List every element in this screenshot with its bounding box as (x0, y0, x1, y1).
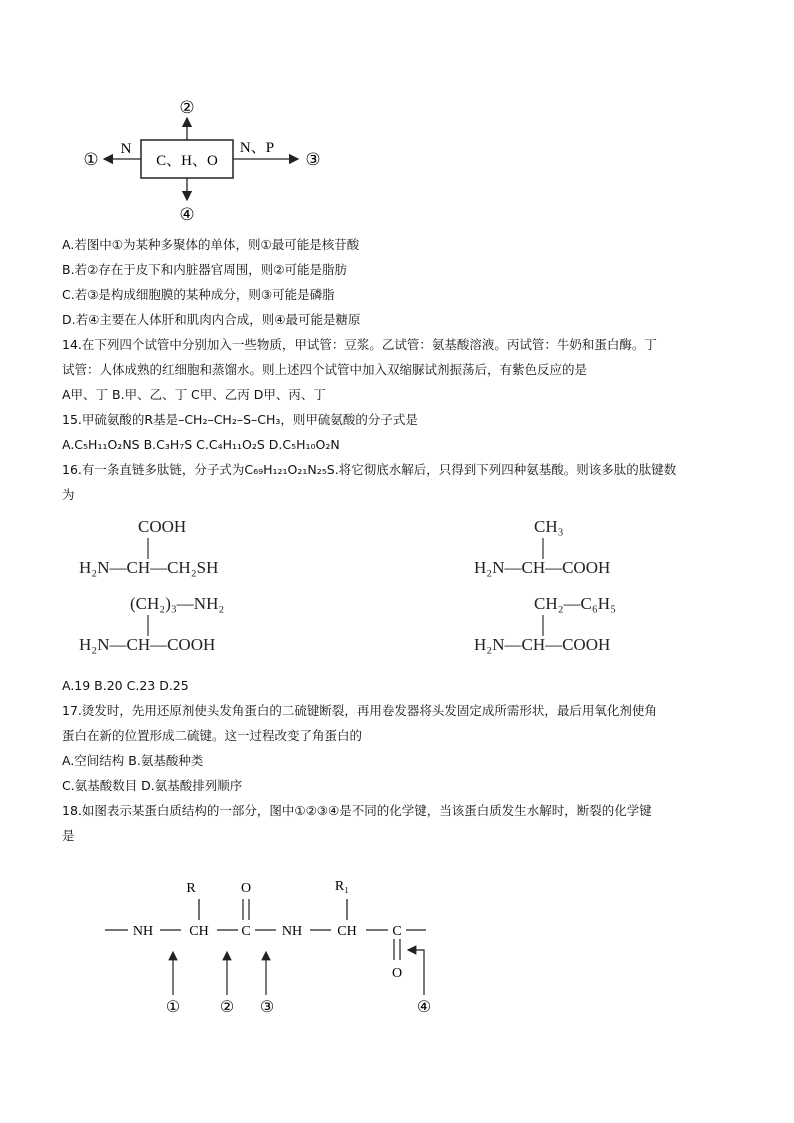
ch-2: CH (337, 924, 357, 939)
label-2: ② (179, 98, 195, 117)
q18-stem-line1: 18.如图表示某蛋白质结构的一部分，图中①②③④是不同的化学键，当该蛋白质发生水解时，断裂的化学键 (62, 803, 652, 818)
q17-options-cd: C.氨基酸数目 D.氨基酸排列顺序 (62, 778, 243, 793)
q16-stem-line2: 为 (62, 487, 75, 502)
oxygen-2: O (391, 966, 403, 981)
bond-label-1: ① (165, 999, 181, 1016)
aa1-main-chain: H₂N—CH—CH₂SH (79, 558, 219, 577)
aa3-main-chain: H₂N—CH—COOH (79, 635, 216, 654)
q13-option-c: C.若③是构成细胞膜的某种成分，则③可能是磷脂 (62, 287, 335, 302)
q13-option-b: B.若②存在于皮下和内脏器官周围，则②可能是脂肪 (62, 262, 347, 277)
nh-2: NH (281, 924, 303, 939)
q18-stem-line2: 是 (62, 828, 75, 843)
bond-label-2: ② (219, 999, 235, 1016)
aa3-top-group: (CH₂)₃—NH₂ (130, 594, 225, 613)
aa1-top-group: COOH (138, 517, 187, 536)
q14-stem-line2: 试管：人体成熟的红细胞和蒸馏水。则上述四个试管中加入双缩脲试剂振荡后，有紫色反应的是 (62, 362, 588, 377)
q14-stem-line1: 14.在下列四个试管中分别加入一些物质，甲试管：豆浆。乙试管：氨基酸溶液。丙试管：牛奶和蛋白酶。丁 (62, 337, 657, 352)
q16-stem-line1: 16.有一条直链多肽链，分子式为C₆₉H₁₂₁O₂₁N₂₅S.将它彻底水解后，只得到下列四种氨基酸。则该多肽的肽键数 (62, 462, 677, 477)
aa4-main-chain: H₂N—CH—COOH (474, 635, 611, 654)
label-3: ③ (305, 150, 321, 169)
box-label: C、H、O (156, 153, 218, 169)
q14-options: A甲、丁 B.甲、乙、丁 C甲、乙丙 D甲、丙、丁 (62, 387, 326, 402)
bond-label-4: ④ (416, 999, 432, 1016)
q17-stem-line2: 蛋白在新的位置形成二硫键。这一过程改变了角蛋白的 (62, 728, 363, 743)
c-2: C (392, 924, 402, 939)
r-group: R (186, 881, 196, 896)
q16-options: A.19 B.20 C.23 D.25 (62, 678, 189, 693)
q13-option-a: A.若图中①为某种多聚体的单体，则①最可能是核苷酸 (62, 237, 360, 252)
q13-option-d: D.若④主要在人体肝和肌肉内合成，则④最可能是糖原 (62, 312, 361, 327)
q15-stem: 15.甲硫氨酸的R基是–CH₂–CH₂–S–CH₃，则甲硫氨酸的分子式是 (62, 412, 418, 427)
c-1: C (241, 924, 251, 939)
oxygen-1: O (240, 881, 252, 896)
right-element-label: N、P (239, 140, 275, 156)
peptide-diagram (105, 879, 431, 1016)
nh-1: NH (132, 924, 154, 939)
ch-1: CH (189, 924, 209, 939)
r1-group: R₁ (334, 879, 350, 894)
q17-options-ab: A.空间结构 B.氨基酸种类 (62, 753, 204, 768)
label-4: ④ (179, 205, 195, 224)
aa2-top-group: CH₃ (534, 517, 564, 536)
bond-label-3: ③ (259, 999, 275, 1016)
q15-options: A.C₅H₁₁O₂NS B.C₃H₇S C.C₄H₁₁O₂S D.C₅H₁₀O₂N (62, 437, 340, 452)
aa2-main-chain: H₂N—CH—COOH (474, 558, 611, 577)
label-1: ① (83, 150, 99, 169)
left-element-label: N (120, 141, 132, 157)
aa4-top-group: CH₂—C₆H₅ (534, 594, 617, 613)
q17-stem-line1: 17.烫发时，先用还原剂使头发角蛋白的二硫键断裂，再用卷发器将头发固定成所需形状，最后用氧化剂使角 (62, 703, 657, 718)
